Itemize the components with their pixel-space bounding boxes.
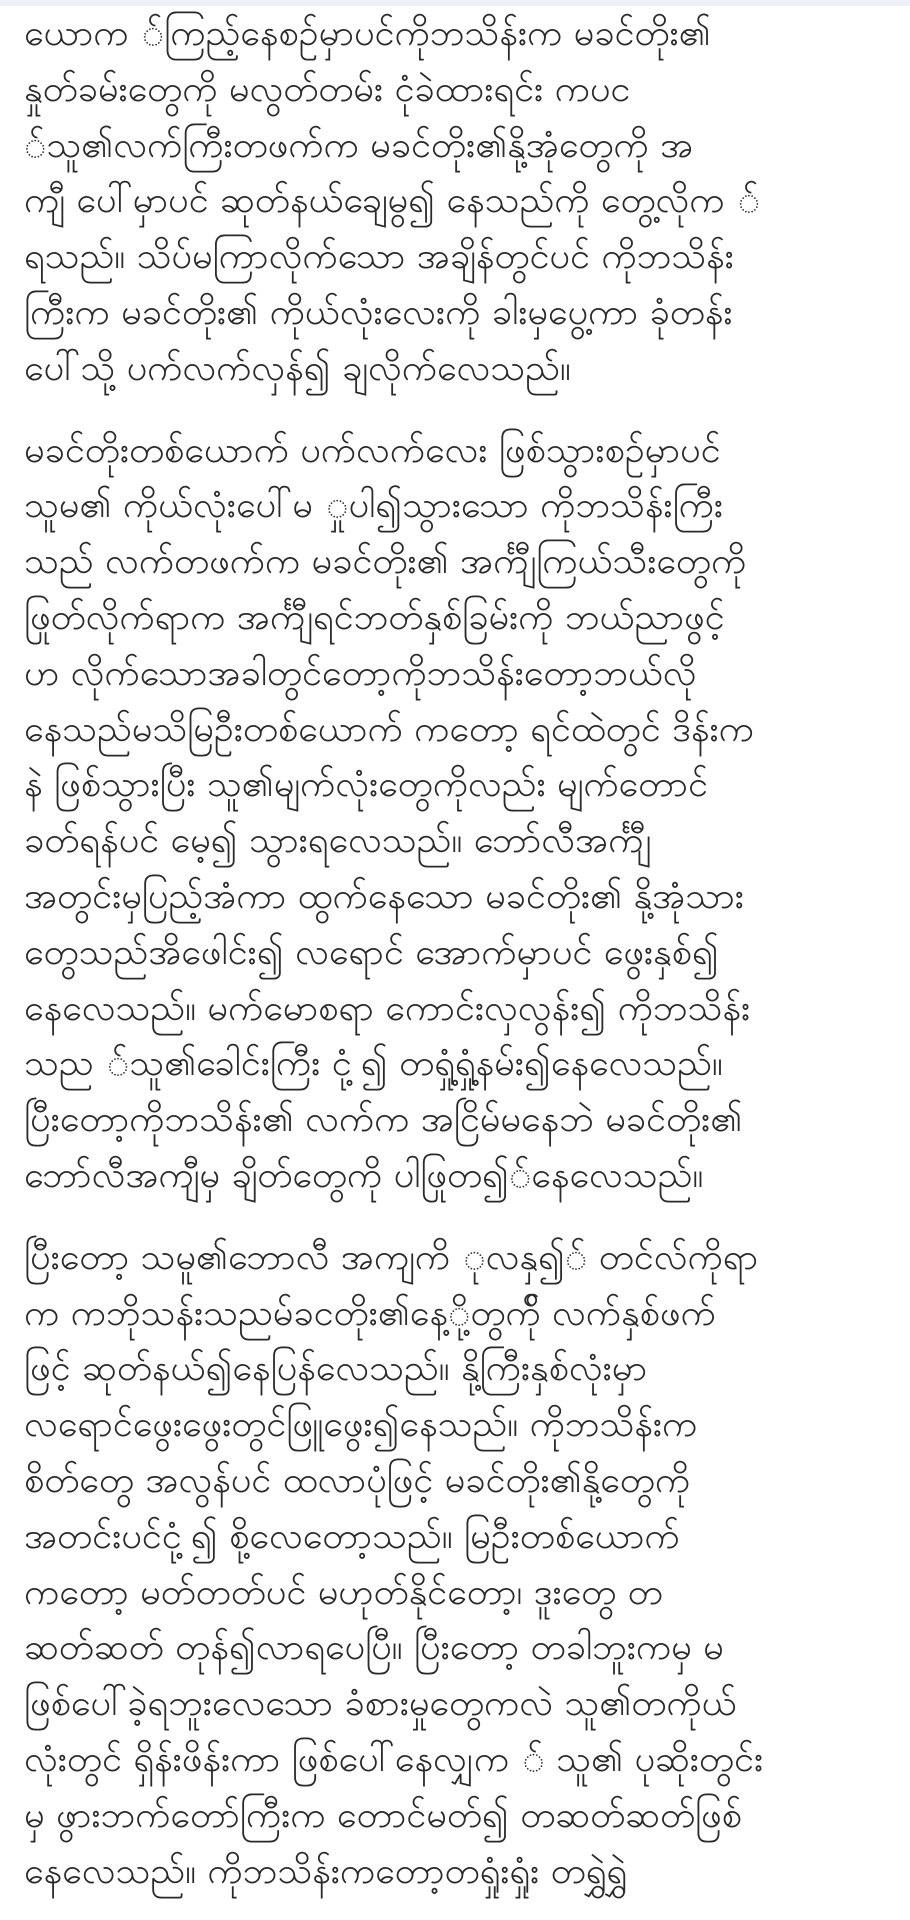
text-line: သည် လက်တဖက်က မခင်တိုး၏ အင်္ကျီကြယ်သီးတွေကို: [24, 541, 747, 583]
text-line: ယောက ်ကြည့်နေစဉ်မှာပင်ကိုဘသိန်းက မခင်တိုး၏: [24, 13, 711, 54]
text-line: ဆတ်ဆတ် တုန်၍လာရပေပြီ။ ပြီးတော့ တခါဘူးကမှ မ: [24, 1627, 724, 1669]
text-line: မှ ဖွားဘက်တော်ကြီးက တောင်မတ်၍ တဆတ်ဆတ်ဖြစ်: [24, 1794, 742, 1836]
text-line: အတွင်းမှပြည့်အံကာ ထွက်နေသော မခင်တိုး၏ နို့အုံသား: [24, 875, 744, 917]
paragraph: [24, 6, 886, 397]
text-line: ်သူ၏လက်ကြီးတဖက်က မခင်တိုး၏နို့အုံတွေကို အ: [24, 124, 694, 166]
text-line: နဲ ဖြစ်သွားပြီး သူ၏မျက်လုံးတွေကိုလည်း မျက်တောင်: [24, 764, 708, 806]
text-line: ကြီးက မခင်တိုး၏ ကိုယ်လုံးလေးကို ခါးမှပွေ့ကာ ခုံတန်း: [24, 291, 733, 333]
text-line: နေသည်မသိမြဦးတစ်ယောက် ကတော့ ရင်ထဲတွင် ဒိန်းက: [24, 708, 754, 750]
text-line: ဘော်လီအကျီမှ ချိတ်တွေကို ပါဖြုတ၍်နေလေသည်။: [24, 1154, 704, 1196]
text-line: တွေသည်အိဖေါင်း၍ လရောင် အောက်မှာပင် ဖွေးနှစ်၍: [24, 931, 719, 973]
text-line: ကတော့ မတ်တတ်ပင် မဟုတ်နိုင်တော့၊ ဒူးတွေ တ: [24, 1571, 663, 1613]
text-line: အတင်းပင်ငုံ့၍ စို့လေတော့သည်။ မြဦးတစ်ယောက်: [24, 1515, 680, 1557]
text-line: ပြီးတော့ သမူ၏ဘောလီ အကျကိ ုလနှ၍် တင်လ်ကိုရာ: [24, 1236, 759, 1278]
text-line: လုံးတွင် ရှိန်းဖိန်းကာ ဖြစ်ပေါ်နေလျှက ် သူ၏ ပုဆိုးတွင်း: [24, 1738, 764, 1780]
paragraph: [24, 423, 886, 1204]
text-line: ပေါ်သို့ ပက်လက်လှန်၍ ချလိုက်လေသည်။: [24, 347, 571, 389]
text-line: ရသည်။ သိပ်မကြာလိုက်သော အချိန်တွင်ပင် ကိုဘသိန်း: [24, 236, 734, 278]
text-line: လရောင်ဖွေးဖွေးတွင်ဖြူဖွေး၍နေသည်။ ကိုဘသိန်းက: [24, 1404, 698, 1446]
paragraph: [24, 1230, 886, 1900]
article-body: [24, 6, 886, 1899]
text-line: နှုတ်ခမ်းတွေကို မလွတ်တမ်း ငုံခဲထားရင်း ကပင: [24, 68, 631, 110]
text-line: နေလေသည်။ ကိုဘသိန်းကတော့တရှုံးရှုံး တရွှဲရွှဲ: [24, 1850, 628, 1892]
text-line: က ကဘိုသန်းသညမ်ခငတိုး၏နေ့ို့တွက်ို လက်နှစ်ဖက်: [24, 1292, 716, 1334]
text-line: ဖြင့် ဆုတ်နယ်၍နေပြန်လေသည်။ နို့ကြီးနှစ်လုံးမှာ: [24, 1348, 648, 1390]
text-line: သည ်သူ၏ခေါင်းကြီး ငုံ့၍ တရှုံ့ရှုံ့နမ်း၍နေလေသည်။: [24, 1043, 723, 1085]
text-line: သူမ၏ ကိုယ်လုံးပေါ်မ ှုပါ၍သွားသော ကိုဘသိန်းကြီး: [24, 485, 723, 527]
text-line: မခင်တိုးတစ်ယောက် ပက်လက်လေး ဖြစ်သွားစဉ်မှာပင်: [24, 429, 721, 471]
text-line: နေလေသည်။ မက်မောစရာ ကောင်းလှလွန်း၍ ကိုဘသိန်း: [24, 987, 751, 1029]
text-line: ဟ လိုက်သောအခါတွင်တော့ကိုဘသိန်းတော့ဘယ်လို: [24, 652, 697, 694]
text-line: ဖြုတ်လိုက်ရာက အင်္ကျီရင်ဘတ်နှစ်ခြမ်းကို ဘယ်ညာဖွင့်: [24, 596, 725, 638]
text-line: ကျီ ပေါ်မှာပင် ဆုတ်နယ်ချေမွ၍ နေသည်ကို တွေ့လိုက ်: [24, 180, 761, 222]
text-line: စိတ်တွေ အလွန်ပင် ထလာပုံဖြင့် မခင်တိုး၏နို့တွေကို: [24, 1459, 691, 1501]
text-line: ဖြစ်ပေါ်ခဲ့ရဘူးလေသော ခံစားမှုတွေကလဲ သူ၏တကိုယ်: [24, 1683, 737, 1725]
text-line: ပြီးတော့ကိုဘသိန်း၏ လက်က အငြိမ်မနေဘဲ မခင်တိုး၏: [24, 1099, 743, 1141]
article-text-area[interactable]: [24, 6, 886, 1920]
text-line: ခတ်ရန်ပင် မေ့၍ သွားရလေသည်။ ဘော်လီအင်္ကျီ: [24, 820, 652, 862]
